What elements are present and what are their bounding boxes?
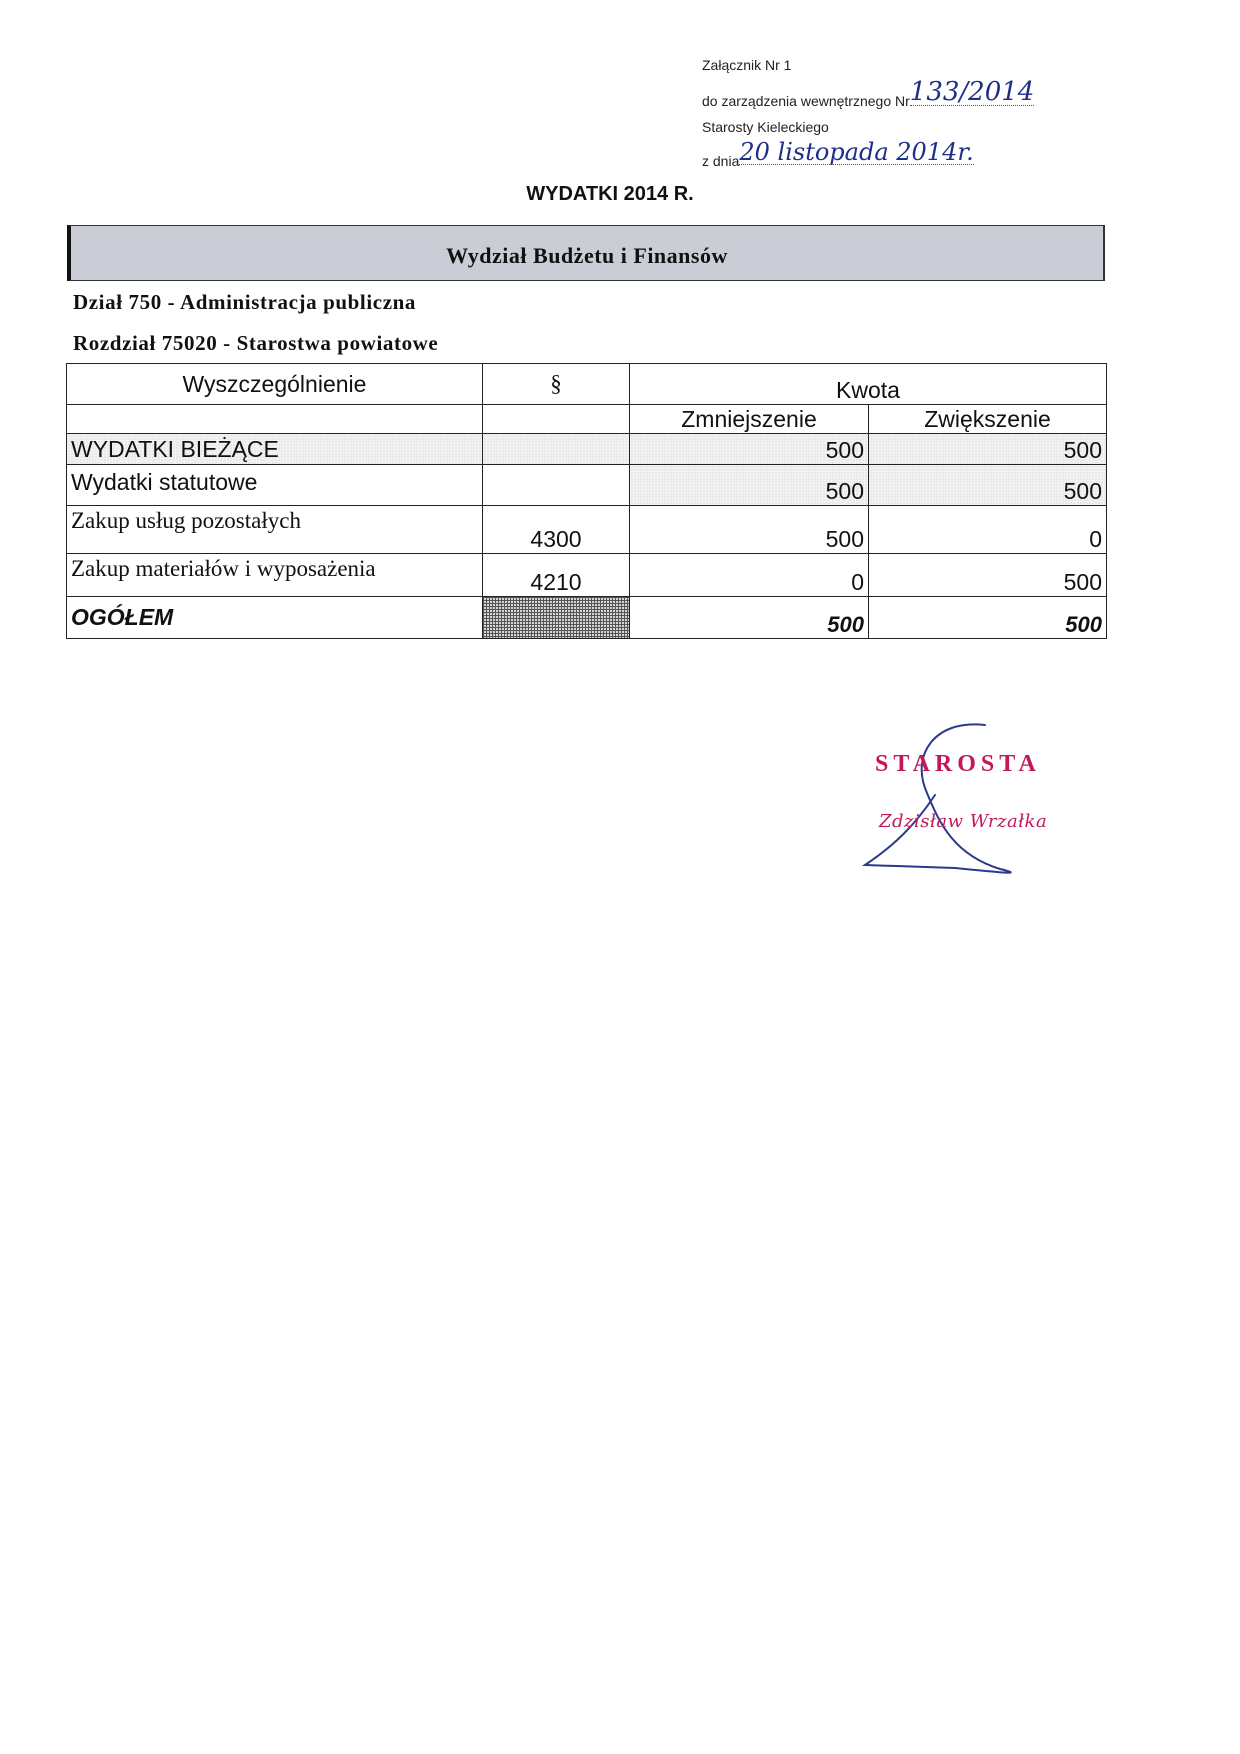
row-increase: 500 [869, 434, 1107, 465]
department-name: Wydział Budżetu i Finansów [446, 243, 728, 268]
table-row [67, 506, 1107, 554]
total-decrease: 500 [630, 597, 869, 639]
row-decrease: 500 [630, 465, 869, 506]
row-paragraph: 4300 [483, 506, 630, 554]
annex-line-3: Starosty Kieleckiego [702, 119, 829, 135]
row-description: Wydatki statutowe [67, 465, 483, 506]
header-decrease: Zmniejszenie [630, 405, 869, 434]
row-decrease: 500 [630, 434, 869, 465]
document-title [0, 183, 1240, 206]
row-increase: 500 [869, 465, 1107, 506]
annex-line-4-prefix: z dnia [702, 153, 740, 169]
table-total-row [67, 597, 1107, 639]
row-paragraph [483, 465, 630, 506]
subheader-empty-description [67, 405, 483, 434]
row-increase: 0 [869, 506, 1107, 554]
official-stamp [855, 715, 1055, 875]
table-subheader-row [67, 405, 1107, 434]
stamp-title: STAROSTA [875, 751, 1041, 777]
row-paragraph [483, 434, 630, 465]
header-description: Wyszczególnienie [67, 364, 483, 405]
table-header-row [67, 364, 1107, 405]
annex-line-1: Załącznik Nr 1 [702, 57, 792, 73]
document-title-text: WYDATKI 2014 R. [526, 183, 694, 205]
total-paragraph-hatched [483, 597, 630, 639]
handwritten-order-number: 133/2014 [909, 77, 1035, 107]
subheader-empty-paragraph [483, 405, 630, 434]
row-increase: 500 [869, 554, 1107, 597]
row-description: Zakup materiałów i wyposażenia [67, 554, 483, 597]
row-paragraph: 4210 [483, 554, 630, 597]
rozdzial-heading: Rozdział 75020 - Starostwa powiatowe [73, 331, 439, 355]
row-decrease: 500 [630, 506, 869, 554]
budget-table [66, 363, 1107, 639]
annex-line-2-prefix: do zarządzenia wewnętrznego Nr [702, 93, 910, 109]
dzial-heading: Dział 750 - Administracja publiczna [73, 290, 417, 314]
header-amount: Kwota [630, 364, 1107, 405]
signature-scribble [855, 715, 1055, 875]
header-paragraph: § [483, 364, 630, 405]
stamp-name: Zdzisław Wrzałka [879, 811, 1048, 832]
total-increase: 500 [869, 597, 1107, 639]
department-banner [67, 225, 1105, 281]
handwritten-date: 20 listopada 2014r. [739, 138, 974, 166]
total-label: OGÓŁEM [67, 597, 483, 639]
header-increase: Zwiększenie [869, 405, 1107, 434]
row-description: WYDATKI BIEŻĄCE [67, 434, 483, 465]
row-decrease: 0 [630, 554, 869, 597]
table-row [67, 465, 1107, 506]
annex-line-4 [702, 138, 974, 171]
table-row [67, 554, 1107, 597]
annex-line-2 [702, 77, 1035, 112]
table-row [67, 434, 1107, 465]
row-description: Zakup usług pozostałych [67, 506, 483, 554]
